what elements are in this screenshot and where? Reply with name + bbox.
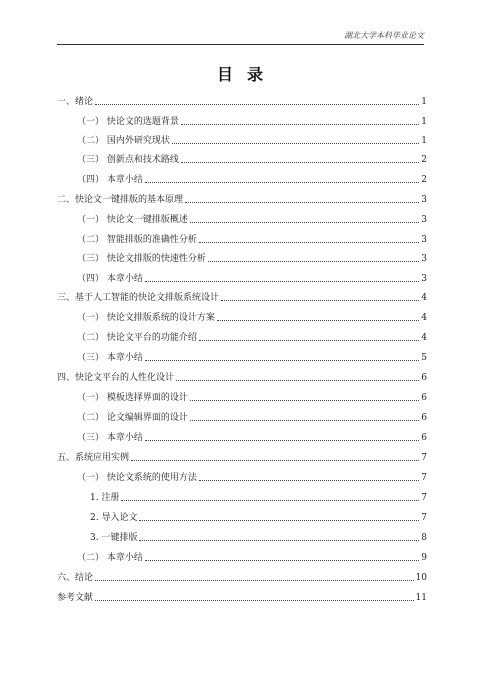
toc-leader-dots (181, 162, 419, 163)
toc-entry-section[interactable] (57, 348, 427, 364)
toc-leader-dots (199, 340, 419, 341)
toc-page-number: 7 (421, 473, 427, 483)
toc-entry-label: （三） 创新点和技术路线 (77, 155, 179, 165)
toc-page-number: 3 (421, 274, 427, 284)
toc-entry-section[interactable] (57, 150, 427, 166)
toc-leader-dots (181, 124, 419, 125)
toc-leader-dots (190, 222, 419, 223)
toc-page-number: 6 (421, 433, 427, 443)
toc-entry-section[interactable] (57, 131, 427, 147)
toc-page-number: 1 (421, 136, 427, 146)
toc-entry-section[interactable] (57, 428, 427, 444)
toc-entry-label: 二、快论文一键排版的基本原理 (57, 195, 184, 205)
toc-entry-label: 参考文献 (57, 593, 94, 603)
toc-entry-section[interactable] (57, 269, 427, 285)
toc-page-number: 1 (421, 97, 427, 107)
toc-leader-dots (208, 261, 419, 262)
toc-entry-subsection[interactable] (57, 528, 427, 544)
toc-leader-dots (131, 460, 419, 461)
toc-entry-label: 五、系统应用实例 (57, 453, 130, 463)
toc-page-number: 3 (421, 195, 427, 205)
toc-page-number: 9 (421, 553, 427, 563)
toc-leader-dots (95, 600, 414, 601)
toc-page-number: 11 (415, 593, 427, 603)
toc-page-number: 10 (415, 573, 427, 583)
toc-entry-chapter-6[interactable] (57, 568, 427, 584)
toc-page-number: 6 (421, 413, 427, 423)
running-header-text: 湖北大学本科毕业论文 (344, 31, 424, 40)
toc-entry-references[interactable] (57, 588, 427, 604)
toc-entry-chapter-2[interactable] (57, 190, 427, 206)
toc-leader-dots (172, 143, 419, 144)
toc-entry-label: 四、快论文平台的人性化设计 (57, 373, 175, 383)
toc-entry-label: （三） 快论文排版的快速性分析 (77, 254, 206, 264)
toc-entry-label: （一） 快论文一键排版概述 (77, 215, 188, 225)
toc-entry-label: 2. 导入论文 (90, 513, 138, 523)
toc-entry-chapter-1[interactable] (57, 92, 427, 108)
toc-leader-dots (217, 320, 419, 321)
toc-page-number: 3 (421, 254, 427, 264)
toc-page-number: 7 (421, 513, 427, 523)
toc-entry-label: （二） 论文编辑界面的设计 (77, 413, 188, 423)
toc-entry-section[interactable] (57, 468, 427, 484)
toc-entry-label: （一） 模板选择界面的设计 (77, 393, 188, 403)
toc-page-number: 7 (421, 493, 427, 503)
toc-leader-dots (176, 380, 419, 381)
toc-entry-chapter-5[interactable] (57, 448, 427, 464)
toc-page-number: 6 (421, 393, 427, 403)
toc-entry-label: （四） 本章小结 (77, 274, 143, 284)
toc-page-number: 4 (421, 293, 427, 303)
toc-entry-section[interactable] (57, 249, 427, 265)
toc-page-number: 2 (421, 175, 427, 185)
toc-page-number: 3 (421, 235, 427, 245)
toc-entry-label: 三、基于人工智能的快论文排版系统设计 (57, 293, 220, 303)
toc-leader-dots (199, 480, 419, 481)
toc-leader-dots (139, 520, 419, 521)
toc-entry-section[interactable] (57, 112, 427, 128)
toc-entry-label: （二） 国内外研究现状 (77, 136, 170, 146)
toc-entry-section[interactable] (57, 170, 427, 186)
toc-leader-dots (199, 242, 419, 243)
toc-leader-dots (95, 580, 414, 581)
toc-leader-dots (185, 202, 419, 203)
toc-entry-label: 1. 注册 (90, 493, 120, 503)
toc-entry-label: （四） 本章小结 (77, 175, 143, 185)
toc-page-number: 7 (421, 453, 427, 463)
toc-page-number: 8 (421, 533, 427, 543)
toc-leader-dots (145, 440, 419, 441)
toc-entry-label: （一） 快论文的选题背景 (77, 117, 179, 127)
toc-page-number: 1 (421, 117, 427, 127)
toc-leader-dots (121, 500, 419, 501)
toc-leader-dots (145, 560, 419, 561)
toc-entry-section[interactable] (57, 230, 427, 246)
toc-entry-section[interactable] (57, 388, 427, 404)
toc-leader-dots (221, 300, 419, 301)
toc-leader-dots (95, 104, 419, 105)
toc-entry-label: （三） 本章小结 (77, 433, 143, 443)
toc-leader-dots (145, 182, 419, 183)
toc-entry-label: 六、结论 (57, 573, 94, 583)
toc-leader-dots (145, 281, 419, 282)
toc-entry-label: （二） 快论文平台的功能介绍 (77, 333, 197, 343)
running-header (57, 30, 424, 45)
toc-page-number: 6 (421, 373, 427, 383)
toc-leader-dots (190, 420, 419, 421)
toc-entry-chapter-3[interactable] (57, 288, 427, 304)
toc-page-number: 4 (421, 313, 427, 323)
toc-entry-label: （一） 快论文排版系统的设计方案 (77, 313, 215, 323)
toc-entry-label: （三） 本章小结 (77, 353, 143, 363)
toc-entry-section[interactable] (57, 210, 427, 226)
toc-entry-label: （二） 本章小结 (77, 553, 143, 563)
toc-leader-dots (139, 540, 419, 541)
toc-title: 目录 (216, 65, 277, 84)
toc-entry-subsection[interactable] (57, 508, 427, 524)
toc-entry-label: （一） 快论文系统的使用方法 (77, 473, 197, 483)
toc-page-number: 2 (421, 155, 427, 165)
toc-entry-section[interactable] (57, 548, 427, 564)
toc-entry-label: 一、绪论 (57, 97, 94, 107)
toc-entry-section[interactable] (57, 308, 427, 324)
toc-entry-label: 3. 一键排版 (90, 533, 138, 543)
toc-entry-chapter-4[interactable] (57, 368, 427, 384)
toc-page-number: 4 (421, 333, 427, 343)
toc-entry-section[interactable] (57, 408, 427, 424)
toc-leader-dots (190, 400, 419, 401)
toc-entry-subsection[interactable] (57, 488, 427, 504)
toc-entry-label: （二） 智能排版的准确性分析 (77, 235, 197, 245)
toc-leader-dots (145, 360, 419, 361)
toc-page-number: 5 (421, 353, 427, 363)
toc-entry-section[interactable] (57, 328, 427, 344)
toc-page-number: 3 (421, 215, 427, 225)
